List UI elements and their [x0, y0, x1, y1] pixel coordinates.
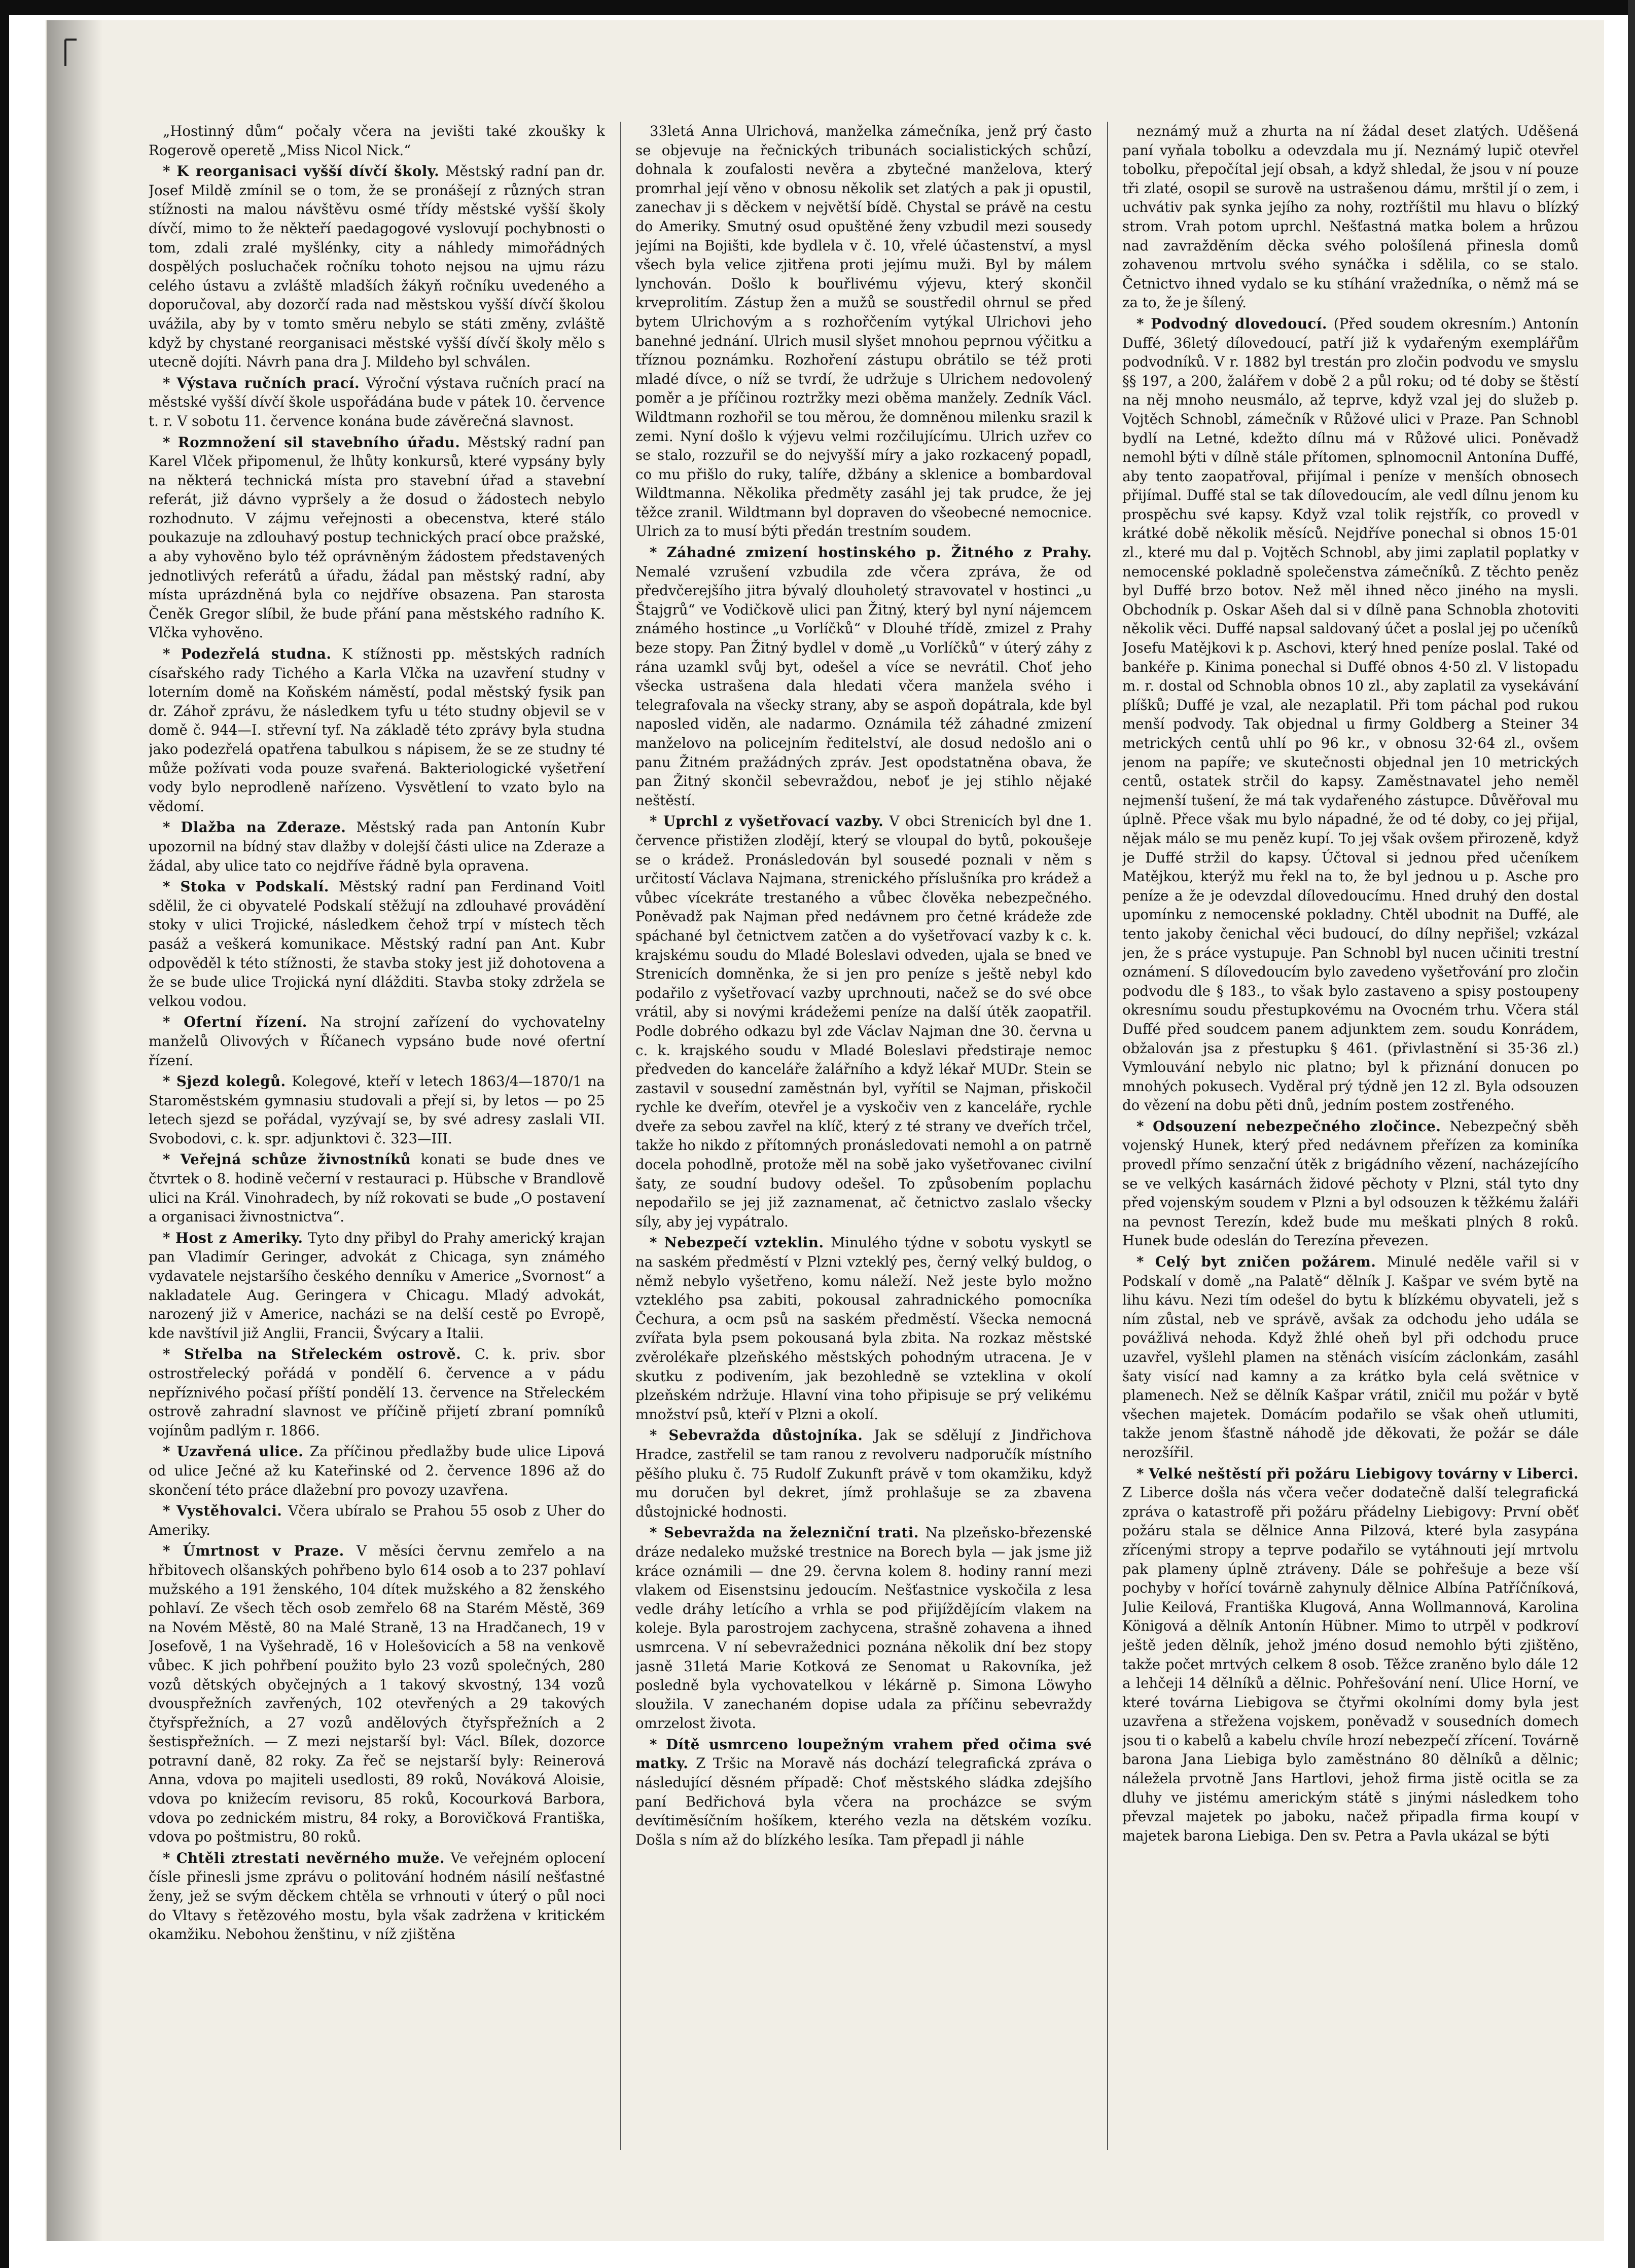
article-text: Včera ubíralo se Prahou 55 osob z Uher do Ameriky.	[149, 1502, 605, 1538]
article-text: Nebezpečný sběh vojenský Hunek, který před nedávnem přeřízen za kominíka provedl přímo senzační útěk z brigádního vězení, nacházejícího se ve velkých kasárnách židové pěchoty v Plzni, stál tyto dny před vojenským soudem v Plzni a byl odsouzen k těžkému žaláři na pevnost Terezín, kdež bude mu meškati plných 8 roků. Hunek bude odeslán do Terezína převezen.	[1122, 1118, 1579, 1249]
newspaper-page	[46, 20, 1604, 2241]
article-headline: Sebevražda na železniční trati.	[664, 1524, 919, 1541]
article-headline: Rozmnožení sil stavebního úřadu.	[177, 434, 460, 451]
article-star-marker: *	[1136, 315, 1151, 332]
article-star-marker: *	[650, 544, 667, 561]
article-headline: Host z Ameriky.	[175, 1229, 303, 1246]
article-text: 33letá Anna Ulrichová, manželka zámečníka, jenž prý často se objevuje na řečnických tribunách socialistických schůzí, dohnala k zoufalosti nevěra a zbytečné manželova, který promrhal její věno v obnosu několik set zlatých a pak ji opustil, zanechav ji s děckem v největší bídě. Chystal se právě na cestu do Ameriky. Smutný osud opuštěné ženy vzbudil mezi sousedy jejími na Bojišti, kde bydlela v č. 10, vřelé účastenství, a mysl všech byla velice zjitřena proti jejímu muži. Byl by málem lynchován. Došlo k bouřlivému výjevu, který skončil krveprolitím. Zástup žen a mužů se soustředil ohrnul se před bytem Ulrichovým a s rozhořčením vytýkal Ulrichovi jeho banehné jednání. Ulrich musil slyšet mnohou peprnou výčitku a tříznou poznámku. Rozhoření zástupu obrátilo se též proti mladé dívce, o níž se tvrdí, že udržuje s Ulrichem nedovolený poměr a je příčinou roztržky mezi oběma manžely. Zedník Václ. Wildtmann rozhořil se tou měrou, že domněnou milenku srazil k zemi. Nyní došlo k výjevu velmi rozčilujícímu. Ulrich uzřev co se stalo, rozzuřil se do nejvyšší míry a jako rozkacený popadl, co mu přišlo do ruky, talíře, džbány a sklenice a bombardoval Wildtmanna. Několika předměty zasáhl jej tak prudce, že jej těžce zranil. Wildtmann byl dopraven do všeobecné nemocnice. Ulrich za to musí býti předán trestním soudem.	[635, 123, 1092, 540]
article-star-marker: *	[1136, 1118, 1153, 1135]
article-headline: Velké neštěstí při požáru Liebigovy továrny v Liberci.	[1149, 1465, 1579, 1482]
article-star-marker: *	[163, 1502, 176, 1520]
article-headline: Střelba na Střeleckém ostrově.	[184, 1346, 461, 1363]
article-paragraph	[635, 1233, 1092, 1424]
article-text: Nemalé vzrušení vzbudila zde včera zpráva, že od předvčerejšího jitra bývalý dlouholetý stravovatel v hostinci „u Štajgrů“ ve Vodičkově ulici pan Žitný, který byl nyní nájemcem známého hostince „u Vorlíčků“ v Dlouhé třídě, zmizel z Prahy beze stopy. Pan Žitný bydlel v domě „u Vorlíčků“ v úterý záhy z rána uzamkl svůj byt, odešel a více se nevrátil. Choť jeho všecka ustrašena dala hledati včera manžela svého i telegrafovala na všecky strany, aby se aspoň dopátrala, kde byl naposled viděn, ale nadarmo. Oznámila též záhadné zmizení manželovo na policejním ředitelství, ale dosud nedošlo ani o panu Žitném pražádných zpráv. Jest opodstatněna obava, že pan Žitný skončil sebevraždou, neboť je jej stihlo nějaké neštěstí.	[635, 563, 1092, 809]
column-1	[149, 122, 605, 2150]
article-paragraph	[149, 877, 605, 1011]
article-text: V obci Strenicích byl dne 1. července přistižen zlodějí, který se vloupal do bytů, pokoušeje se o krádež. Pronásledován byl sousedé poznali v něm s určitostí Václava Najmana, strenického příslušníka pro krádež a vůbec vícekráte trestaného a vůbec člověka nebezpečného. Poněvadž pak Najman před nedávnem pro četné krádeže zde spáchané byl četnictvem zatčen a do vyšetřovací vazby k c. k. krajskému soudu do Mladé Boleslavi odveden, ujala se bned ve Strenicích domněnka, že si jen pro peníze s ještě nebyl kdo podařilo z vyšetřovací vazby uprchnouti, načež se do své obce vrátil, aby si novými krádežemi peníze na další útěk zaopatřil. Podle dobrého odkazu byl zde Václav Najman dne 30. června u c. k. krajského soudu v Mladé Boleslavi předstiraje nemoc předveden do kanceláře žalářního a když lékař MUDr. Stein se zastavil v sousední zaměstnán byl, vyřítil se Najman, přiskočil rychle ke dveřím, otevřel je a vyskočiv ven z kanceláře, rychle dveře za sebou zavřel na klíč, který z té strany ve dveřích trčel, takže ho nikdo z přítomných pronásledovati nemohl a on patrně docela pohodlně, protože měl na sobě jako vyšetřovanec civilní šaty, ze soudní budovy odešel. To způsobením poplachu nepodařilo se jej již zaznamenat, ač četnictvo zaslalo všecky síly, aby jej vypátralo.	[635, 813, 1092, 1230]
article-paragraph	[635, 122, 1092, 541]
article-paragraph	[149, 1072, 605, 1148]
article-text: Z Tršic na Moravě nás dochází telegrafická zpráva o následující děsném případě: Choť městského sládka zdejšího paní Bedřichová byla včera na procházce se svým devítiměsíčním hošíkem, kterého vezla na dětském vozíku. Došla s ním až do blízkého lesíka. Tam přepadl ji náhle	[635, 1755, 1092, 1848]
article-star-marker: *	[650, 1736, 666, 1753]
article-paragraph	[149, 1013, 605, 1070]
article-paragraph	[1122, 122, 1579, 312]
article-paragraph	[1122, 1252, 1579, 1462]
article-paragraph	[149, 1541, 605, 1847]
column-divider	[620, 122, 621, 2150]
article-paragraph	[1122, 314, 1579, 1115]
article-headline: Sebevražda důstojníka.	[668, 1427, 863, 1444]
article-headline: Výstava ručních prací.	[176, 374, 360, 391]
article-paragraph	[149, 1345, 605, 1440]
binding-shadow	[47, 20, 103, 2241]
article-text: Minulého týdne v sobotu vyskytl se na saském předměstí v Plzni vzteklý pes, černý velký buldog, o němž nebylo vyšetřeno, komu náleží. Než jeste bylo možno vzteklého psa zabiti, pokousal zahradnického pomocníka Čechura, a ocm psů na saském předměstí. Všecka nemocná zvířata byla psem pokousaná byla zbita. Na rozkaz městské zvěrolékaře plzeňského městských pohodným utracena. Je v skutku z podivením, jak bezohledně se vzteklina v okolí plzeňském ndržuje. Hlavní vina toho připisuje se prý velikému množství psů, kteří v Plzni a okolí.	[635, 1234, 1092, 1423]
article-text: Městský rada pan Antonín Kubr upozornil na bídný stav dlažby v dolejší části ulice na Zderaze a žádal, aby ulice tato co nejdříve řádně byla opravena.	[149, 819, 605, 874]
article-headline: Uzavřená ulice.	[176, 1443, 304, 1460]
article-paragraph	[149, 1229, 605, 1343]
article-paragraph	[149, 1849, 605, 1944]
article-headline: Chtěli ztrestati nevěrného muže.	[176, 1849, 445, 1866]
scan-border-right	[1628, 0, 1635, 2268]
article-text: „Hostinný dům“ počaly včera na jevišti také zkoušky k Rogerově operetě „Miss Nicol Nick.“	[149, 123, 605, 159]
article-text: K stížnosti pp. městských radních císařského rady Tichého a Karla Vlčka na uzavření studny v loterním domě na Koňském náměstí, podal městský fysik pan dr. Záhoř zprávu, že následkem tyfu u této studny objevil se v domě č. 944—I. střevní tyf. Na základě této zprávy byla studna jako podezřelá opatřena tabulkou s nápisem, že se ze studny té může požívati voda pouze svařená. Bakteriologické vyšetření vody bylo neprodleně nařízeno. Vysvětlení to vzato bylo na vědomí.	[149, 645, 605, 815]
article-paragraph	[149, 1150, 605, 1226]
article-star-marker: *	[163, 374, 177, 391]
article-headline: Dítě usmrceno loupežným vrahem před očima své matky.	[635, 1736, 1092, 1772]
page-corner-mark-icon	[61, 38, 86, 68]
article-text: Městský radní pan Ferdinand Voitl sdělil, že ci obyvatelé Podskalí stěžují na zdlouhavé provádění stoky v ulici Trojické, následkem čehož trpí v místech těch pasáž a veškerá komunikace. Městský radní pan Ant. Kubr odpověděl k této stížnosti, že stavba stoky jest již dohotovena a že se bude ulice Trojická nyní dlážditi. Stavba stoky zdržela se velkou vodou.	[149, 878, 605, 1010]
article-star-marker: *	[163, 434, 178, 451]
article-paragraph	[1122, 1464, 1579, 1846]
article-star-marker: *	[650, 1234, 664, 1251]
article-star-marker: *	[163, 1849, 176, 1866]
column-2	[635, 122, 1092, 2150]
article-headline: Dlažba na Zderaze.	[181, 819, 346, 836]
article-text: Na strojní zařízení do vychovatelny manželů Olivových v Říčanech vypsáno bude nové ofertní řízení.	[149, 1014, 605, 1069]
article-star-marker: *	[163, 1542, 183, 1560]
article-headline: Odsouzení nebezpečného zločince.	[1153, 1118, 1441, 1135]
article-headline: Sjezd kolegů.	[176, 1073, 286, 1090]
article-headline: Ofertní řízení.	[184, 1014, 307, 1031]
article-text: Minulé neděle vařil si v Podskalí v domě „na Palatě“ dělník J. Kašpar ve svém bytě na lihu kávu. Nezi tím odešel do bytu k blízkému obyvateli, jež s ním zůstal, neb ve správě, avšak za odchodu jeho udála se povážlivá nehoda. Když žhlé oheň byl při odchodu pruce uzavřel, vyšlehl plamen na stěnách visícím záclonkám, zasáhl šaty visící nad kamny a za krátko byla celá světnice v plamenech. Než se dělník Kašpar vrátil, zničil mu požár v bytě všechen majetek. Domácím podařilo se však oheň utlumiti, takže jenom šťastně náhodě jde děkovati, že požár se dále nerozšířil.	[1122, 1253, 1579, 1461]
column-divider	[1107, 122, 1108, 2150]
article-star-marker: *	[1136, 1465, 1149, 1482]
article-paragraph	[635, 1735, 1092, 1850]
article-columns	[149, 122, 1579, 2150]
article-paragraph	[635, 543, 1092, 810]
article-star-marker: *	[163, 1151, 181, 1168]
article-star-marker: *	[163, 163, 177, 180]
article-text: konati se bude dnes ve čtvrtek o 8. hodině večerní v restauraci p. Hübsche v Brandlově ulici na Král. Vinohradech, by níž rokovati se bude „O postavení a organisaci živnostnictva“.	[149, 1151, 605, 1226]
article-headline: Veřejná schůze živnostníků	[180, 1151, 411, 1168]
article-paragraph	[149, 433, 605, 643]
article-headline: K reorganisaci vyšší dívčí školy.	[176, 163, 440, 180]
article-text: Z Liberce došla nás včera večer dodatečně další telegrafická zpráva o katastrofě při požáru přádelny Liebigovy: První oběť požáru stala se dělnice Anna Pilzová, které byla zasypána zřícenými stropy a teprve podařilo se vytáhnouti její mrtvolu pak plameny úplně ztráveny. Dále se pohřešuje a beze vší pochyby v hořící továrně zahynuly dělnice Albína Patříčníková, Julie Keilová, Františka Klugová, Anna Wollmannová, Karolina Königová a dělník Antonín Hübner. Mimo to utrpěl v podkroví ještě jeden dělník, jehož jméno dosud nemohlo býti zjištěno, takže počet mrtvých celkem 8 osob. Těžce zraněno bylo dále 12 a lehčeji 14 dělníků a dělnic. Pohřešování není. Ulice Horní, ve které továrna Liebigova se čtyřmi okolními domy byla jest uzavřena a střežena vojskem, poněvadž v sousedních domech jsou ti o kabelů a kabelu chvíle hrozí nebezpečí zřícení. Továrně barona Jana Liebiga bylo zaměstnáno 80 dělníků a dělnic; náležela prvotně Jans Hartlovi, jehož firma jistě ocitla se za dluhy ve jistému americkým státě s jinými následkem toho převzal majetek po jaboku, načež připadla firma koupí v majetek barona Liebiga. Den sv. Petra a Pavla ukázal se býti	[1122, 1484, 1579, 1844]
article-headline: Podezřelá studna.	[181, 645, 332, 663]
article-text: Tyto dny přibyl do Prahy americký krajan pan Vladimír Geringer, advokát z Chicaga, syn známého vydavatele nejstaršího českého denníku v Americe „Svornost“ a nakladatele Aug. Geringera v Chicagu. Mladý advokát, narozený již v Americe, nacházi se na delší cestě po Evropě, kde navštívil již Anglii, Francii, Švýcary a Italii.	[149, 1229, 605, 1342]
article-star-marker: *	[163, 819, 181, 836]
article-text: Na plzeňsko-březenské dráze nedaleko mužské trestnice na Borech byla — jak jsme již kráce oznámili — dne 29. června kolem 8. hodiny ranní mezi vlakem od Eisenstsinu jedoucím. Nešťastnice vyskočila z lesa vedle dráhy letícího a vrhla se pod přijíždějícím vlakem na koleje. Byla parostrojem zachycena, strašně zohavena a ihned usmrcena. V ní sebevražednici poznána několik dní bez stopy jasně 31letá Marie Kotková ze Senomat u Rakovníka, jež posledně byla vychovatelkou v lékárně p. Simona Löwyho sloužila. V zanechaném dopise udala za příčinu sebevraždy omrzelost života.	[635, 1524, 1092, 1732]
article-paragraph	[149, 1442, 605, 1499]
article-text: Městský radní pan dr. Josef Mildě zmínil se o tom, že se pronášejí z různých stran stížnosti na malou návštěvu osmé třídy městské vyšší školy dívčí, mimo to že někteří paedagogové vyslovují pochybnosti o tom, zdali zralé myšlénky, city a náhledy mimořádných dospělých posluchaček ročníku tohoto nejsou na ujmu rázu celého ústavu a zvláště mladších žákyň ročníku uvedeného a doporučoval, aby dozorčí rada nad městskou vyšší dívčí školou uvážila, aby by v tomto směru nebylo se státi změny, zvláště když by chystané reorganisaci městské vyšší dívčí školy mělo s utecně dojíti. Návrh pana dra J. Mildeho byl schválen.	[149, 163, 605, 371]
article-star-marker: *	[1136, 1253, 1155, 1271]
article-paragraph	[635, 812, 1092, 1231]
article-text: Městský radní pan Karel Vlček připomenul, že lhůty konkursů, které vypsány byly na některá technická místa pro stavební úřad a stavební referát, již dávno vypršely a že dosud o žádostech nebylo rozhodnuto. V zájmu veřejnosti a obecenstva, které stálo poukazuje na zdlouhavý postup technických prací obce pražské, a aby vyhověno bylo též oprávněným žádostem představených jednotlivých referátů a úřadu, žádal pan městský radní, aby místa uprázdněná byla co nejdříve obsazena. Pan starosta Čeněk Gregor slíbil, že bude přání pana městského radního K. Vlčka vyhověno.	[149, 434, 605, 641]
article-star-marker: *	[650, 813, 663, 830]
article-paragraph	[635, 1523, 1092, 1733]
article-headline: Uprchl z vyšetřovací vazby.	[663, 813, 884, 830]
article-headline: Úmrtnost v Praze.	[183, 1542, 344, 1560]
article-paragraph	[149, 162, 605, 372]
article-text: Ve veřejném oplocení čísle přinesli jsme zprávu o politování hodném násilí nešťastné ženy, jež se svým děckem chtěla se vrhnouti v úterý o půl noci do Vltavy s řetězového mostu, byla však zadržena v kritickém okamžiku. Nebohou ženštinu, v níž zjištěna	[149, 1849, 605, 1943]
article-text: (Před soudem okresním.) Antonín Duffé, 36letý dílovedoucí, patří již k vydařeným exemplářům podvodníků. V r. 1882 byl trestán pro zločin podvodu ve smyslu §§ 197, a 200, žalářem v době 2 a půl roku; od té doby se štěstí na něj mnoho neusmálo, až teprve, když vzal jej do služeb p. Vojtěch Schnobl, zámečník v Růžové ulici v Praze. Pan Schnobl bydlí na Letné, kdežto dílnu má v Růžové ulici. Poněvadž nemohl býti v dílně stále přítomen, splnomocnil Antonína Duffé, aby tento zaopatřoval, přijímal i peníze v menších obnosech přijímal. Duffé stal se tak dílovedoucím, ale vedl dílnu jenom ku prospěchu své kapsy. Když vzal tolik rejstřík, co provedl v krátké době několik měsíců. Nejdříve ponechal si obnos 15·01 zl., které mu dal p. Vojtěch Schnobl, aby jimi zaplatil poplatky v nemocenské pokladně společenstva zámečníků. Z těchto peněz byl Duffé brzo botov. Než měl ihned něco jiného na mysli. Obchodník p. Oskar Ašeh dal si v dílně pana Schnobla zhotoviti několik věci. Duffé napsal saldovaný účet a poslal jej po učeníků Josefu Matějkovi k p. Aschovi, který hned peníze poslal. Také od bankéře p. Kinima ponechal si Duffé obnos 4·50 zl. V listopadu m. r. dostal od Schnobla obnos 10 zl., aby zaplatil za vysekávání plíšků; Duffé je vzal, ale nezaplatil. Při tom páchal pod rukou menší podvody. Tak objednal u firmy Goldberg a Steiner 34 metrických centů uhlí po 96 kr., v obnosu 32·64 zl., ovšem jenom na papíře; ve skutečnosti objednal jen 10 metrických centů, ostatek strčil do kapsy. Zaměstnavatel jeho neměl nejmenší tušení, že má tak vydařeného zástupce. Důvěřoval mu úplně. Přece však mu bylo nápadné, že od té doby, co jej přijal, nějak málo se mu peněz kupí. To jej však ovšem přirozeně, když je Duffé stržil do kapsy. Účtoval si jednou před učeníkem Matějkou, kterýž mu řekl na to, že byl jednou u p. Asche pro peníze a že je odevzdal dílovedoucímu. Hned druhý den dostal upomínku z nemocenské pokladny. Chtěl ubodnit na Duffé, ale tento jakoby čenichal věci budoucí, do dílny nepřišel; vzkázal jen, že s práce vystupuje. Pan Schnobl byl nucen učiniti trestní oznámení. S dílovedoucím bylo zavedeno vyšetřování pro zločin podvodu dle § 183., to však bylo zastaveno a spisy postoupeny okresnímu soudu přestupkovému na Ovocném trhu. Včera stál Duffé před soudcem panem adjunktem zem. soudu Konrádem, obžalován jsa z přestupku § 461. (přivlastnění si 35·36 zl.) Vymlouvání nebylo nic platno; byl k přiznání donucen po mnohých pokusech. Vyděral prý týdně jen 12 zl. Byla odsouzen do vězení na dobu pěti dnů, jedním postem zostřeného.	[1122, 315, 1579, 1114]
article-text: Za příčinou předlažby bude ulice Lipová od ulice Ječné až ku Kateřinské od 2. července 1896 až do skončení této práce dlažební pro povozy uzavřena.	[149, 1443, 605, 1498]
article-star-marker: *	[650, 1524, 664, 1541]
article-text: C. k. priv. sbor ostrostřelecký pořádá v pondělí 6. července a v pádu nepříznivého počasí příští pondělí 13. července na Střeleckém ostrově zahradní slavnost ve příčině přijetí zbraní pomníků vojínům padlým r. 1866.	[149, 1346, 605, 1439]
article-headline: Vystěhovalci.	[176, 1502, 282, 1520]
article-headline: Podvodný dlovedoucí.	[1151, 315, 1327, 332]
scan-border-top	[0, 0, 1635, 15]
article-paragraph	[149, 1501, 605, 1539]
article-text: Kolegové, kteří v letech 1863/4—1870/1 na Staroměstském gymnasiu studovali a přejí si, by letos — po 25 letech sjezd se pořádal, vyzývají se, by své adresy zaslali VII. Svobodovi, c. k. spr. adjunktovi č. 323—III.	[149, 1073, 605, 1147]
article-headline: Nebezpečí vzteklin.	[664, 1234, 824, 1251]
article-paragraph	[1122, 1117, 1579, 1250]
article-text: neznámý muž a zhurta na ní žádal deset zlatých. Uděšená paní vyňala tobolku a odevzdala mu jí. Neznámý lupič otevřel tobolku, přepočítal její obsah, a když shledal, že jsou v ní pouze tři zlaté, osopil se surově na ustrašenou dámu, mrštil jí o zem, i uchvátiv pak synka jejího za nohy, roztříštil mu hlavu o blízký strom. Vrah potom uprchl. Nešťastná matka bolem a hrůzou nad zavražděním děcka svého pološílená přinesla domů zohavenou mrtvolu svého synáčka i sdělila, co se stalo. Četnictvo ihned vydalo se ku stíhání vražedníka, o němž má se za to, že je šílený.	[1122, 123, 1579, 311]
article-star-marker: *	[163, 878, 181, 895]
scan-border-left	[0, 0, 9, 2268]
article-star-marker: *	[163, 645, 181, 663]
article-star-marker: *	[163, 1073, 176, 1090]
article-text: Jak se sdělují z Jindřichova Hradce, zastřelil se tam ranou z revolveru nadporučík místního pěšího pluku č. 75 Rudolf Zukunft právě v tom okamžiku, když mu doručen byl dekret, jímž prohlašuje se za zbavena důstojnické hodnosti.	[635, 1427, 1092, 1520]
article-star-marker: *	[163, 1014, 184, 1031]
article-headline: Celý byt zničen požárem.	[1155, 1253, 1376, 1271]
article-star-marker: *	[163, 1229, 175, 1246]
article-star-marker: *	[650, 1427, 669, 1444]
article-paragraph	[149, 818, 605, 875]
article-star-marker: *	[163, 1346, 184, 1363]
article-headline: Stoka v Podskalí.	[180, 878, 329, 895]
article-star-marker: *	[163, 1443, 177, 1460]
article-headline: Záhadné zmizení hostinského p. Žitného z Prahy.	[666, 544, 1092, 561]
article-paragraph	[635, 1426, 1092, 1521]
article-paragraph	[149, 374, 605, 431]
article-paragraph	[149, 122, 605, 160]
column-3	[1122, 122, 1579, 2150]
article-paragraph	[149, 644, 605, 816]
article-text: V měsíci červnu zemřelo a na hřbitovech olšanských pohřbeno bylo 614 osob a to 237 pohlaví mužského a 191 ženského, 104 dítek mužského a 82 ženského pohlaví. Ze všech těch osob zemřelo 68 na Starém Městě, 369 na Novém Městě, 80 na Malé Straně, 13 na Hradčanech, 19 v Josefově, 1 na Vyšehradě, 16 v Holešovicích a 58 na venkově vůbec. K jich pohřbení použito bylo 23 vozů společných, 280 vozů dětských obyčejných a 1 takový skvostný, 134 vozů dvouspřežních zavřených, 102 otevřených a 29 takových čtyřspřežních, a 27 vozů andělových čtyřspřežních a 2 šestispřežních. — Z mezi nejstarší byl: Václ. Bílek, dozorce potravní daně, 82 roky. Za řeč se nejstarší byly: Reinerová Anna, vdova po majiteli usedlosti, 89 roků, Nováková Aloisie, vdova po knižecím revisoru, 85 roků, Kocourková Barbora, vdova po zednickém mistru, 84 roky, a Borovičková Františka, vdova po poštmistru, 80 roků.	[149, 1542, 605, 1846]
article-text: Výroční výstava ručních prací na městské vyšší dívčí škole uspořádána bude v pátek 10. července t. r. V sobotu 11. července konána bude závěrečná slavnost.	[149, 374, 605, 429]
